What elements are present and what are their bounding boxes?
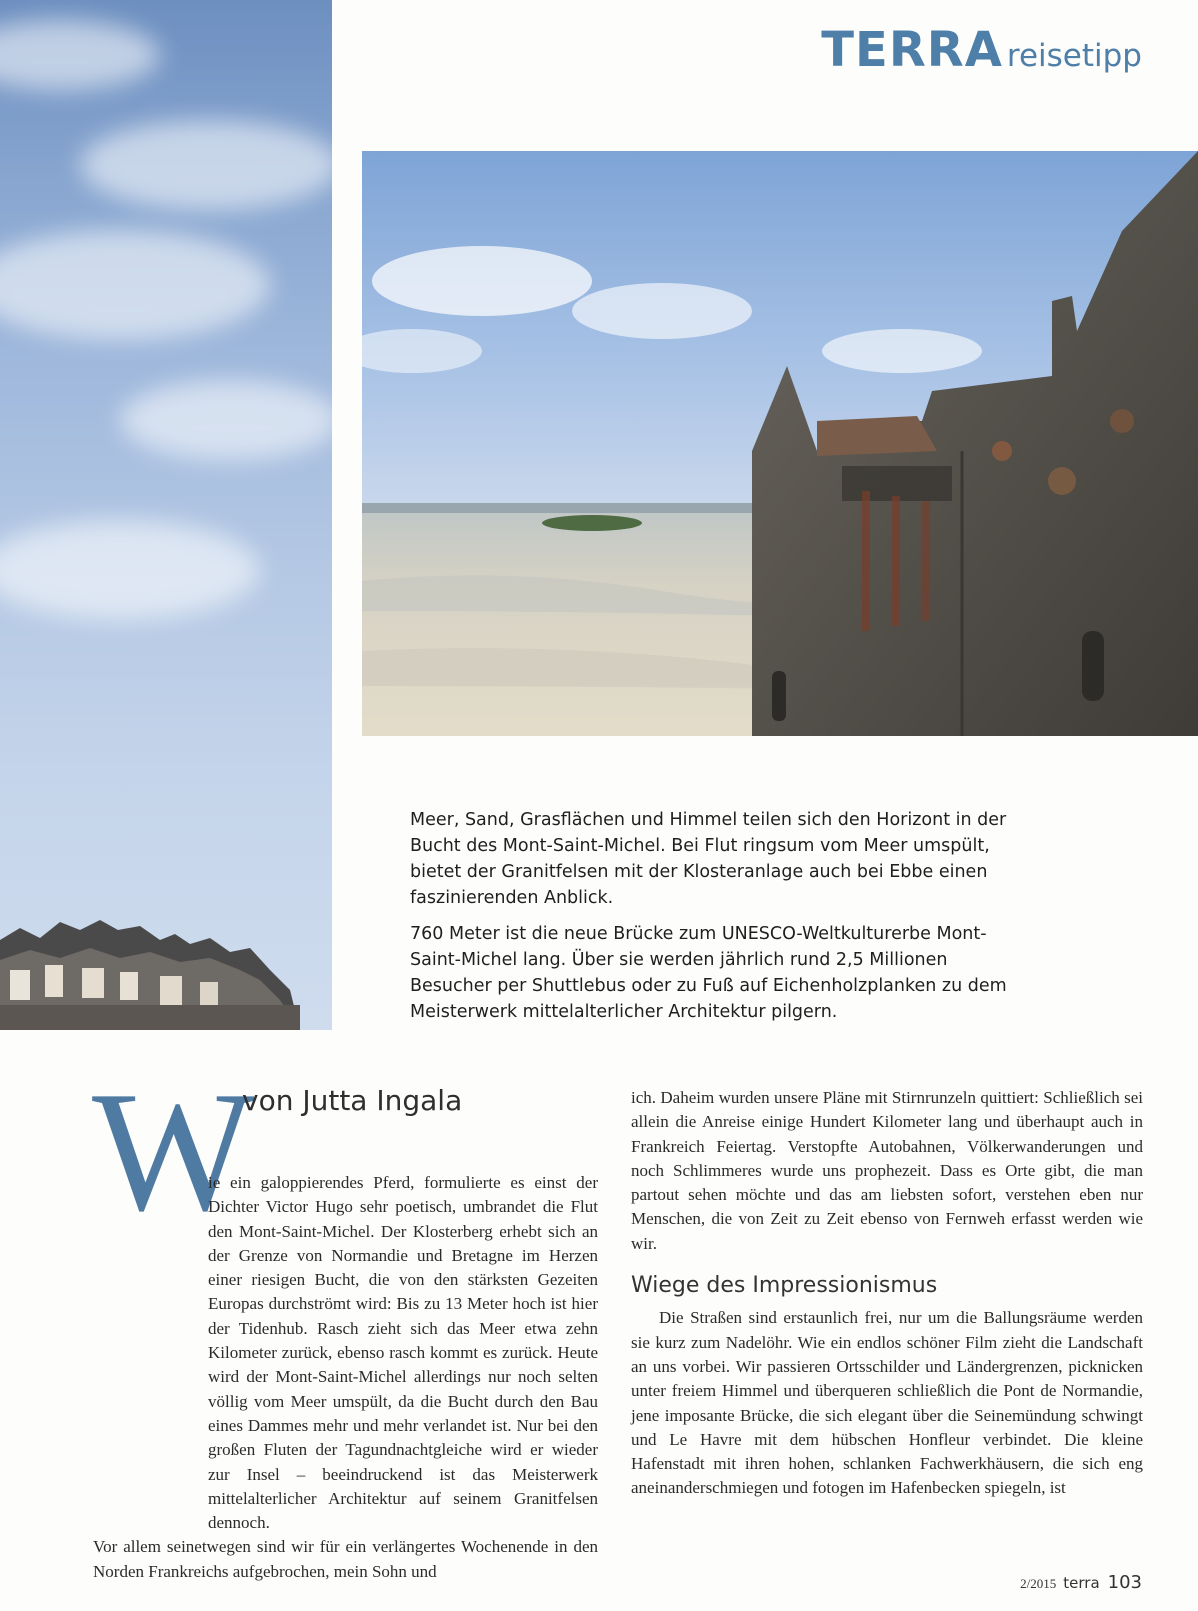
caption-paragraph: Meer, Sand, Grasflächen und Himmel teilen sich den Horizont in der Bucht des Mont-Saint-Michel. Bei Flut ringsum vom Meer umspült, bietet der Granitfelsen mit der Klosteranlage auch bei Ebbe einen faszinierenden Anblick. [410,810,1007,908]
caption-paragraph: 760 Meter ist die neue Brücke zum UNESCO-Weltkulturerbe Mont-Saint-Michel lang. Über sie werden jährlich rund 2,5 Millionen Besucher per Shuttlebus oder zu Fuß auf Eichenholzplanken zu dem Meisterwerk mittelalterlicher Architektur pilgern. [410,924,1007,1022]
brand-title: TERRA [821,22,1003,78]
town-rooftops [0,900,300,1030]
main-photo [362,151,1198,736]
section-title: reisetipp [1006,38,1142,74]
article-column-right [631,1086,1143,1501]
article-column-left [93,1086,598,1584]
photo-caption [410,807,1010,1035]
page-footer [1020,1572,1142,1593]
section-subheading: Wiege des Impressionismus [631,1273,938,1299]
body-paragraph: Die Straßen sind erstaunlich frei, nur um die Ballungsräume werden sie kurz zum Nadelöhr. Wie ein endlos schöner Film zieht die Landschaft an uns vorbei. Wir passieren Ortsschilder und Ländergrenzen, picknicken unter freiem Himmel und überqueren schließlich die Pont de Normandie, jene imposante Brücke, die sich elegant über die Seinemündung schwingt und Le Havre mit dem hübschen Honfleur verbindet. Die kleine Hafenstadt mit ihren hohen, schlanken Fachwerkhäusern, die sich eng aneinanderschmiegen und fotogen im Hafenbecken spiegeln, ist [631,1308,1143,1498]
issue-number: 2/2015 [1020,1576,1057,1591]
left-sky-photo [0,0,332,1030]
page-number: 103 [1107,1572,1142,1593]
body-paragraph: ich. Daheim wurden unsere Pläne mit Stirnrunzeln quittiert: Schließlich sei allein die Anreise einige Hundert Kilometer lang und überhaupt auch in Frankreich Feiertag. Verstopfte Autobahnen, Völkerwanderungen und noch Schlimmeres wurde uns prophezeit. Dass es Orte gibt, die man partout sehen möchte und das am liebsten sofort, verstehen eben nur Menschen, die von Zeit zu Zeit ebenso von Fernweh erfasst werden wie wir. [631,1088,1143,1253]
magazine-name: terra [1063,1574,1100,1592]
mont-saint-michel-photo [362,151,1198,736]
body-paragraph: Vor allem seinetwegen sind wir für ein verlängertes Wochenende in den Norden Frankreichs aufgebrochen, mein Sohn und [93,1537,598,1581]
author-byline: von Jutta Ingala [242,1084,463,1117]
body-paragraph: ie ein galoppierendes Pferd, formulierte es einst der Dichter Victor Hugo sehr poetisch, umbrandet die Flut den Mont-Saint-Michel. Der Klosterberg erhebt sich an der Grenze von Normandie und Bretagne im Herzen einer riesigen Bucht, die von den stärksten Gezeiten Europas durchströmt wird: Bis zu 13 Meter hoch ist hier der Tidenhub. Rasch zieht sich das Meer etwa zehn Kilometer zurück, ebenso rasch kommt es zurück. Heute wird der Mont-Saint-Michel allerdings nur noch selten völlig vom Meer umspült, da die Bucht durch den Bau eines Dammes mehr und mehr verlandet ist. Nur bei den großen Fluten der Tagundnachtgleiche wird er wieder zur Insel – beeindruckend ist das Meisterwerk mittelalterlicher Architektur auf seinem Granitfelsen dennoch. [208,1173,598,1533]
magazine-section-header [821,22,1142,78]
drop-cap: W [92,1057,255,1247]
